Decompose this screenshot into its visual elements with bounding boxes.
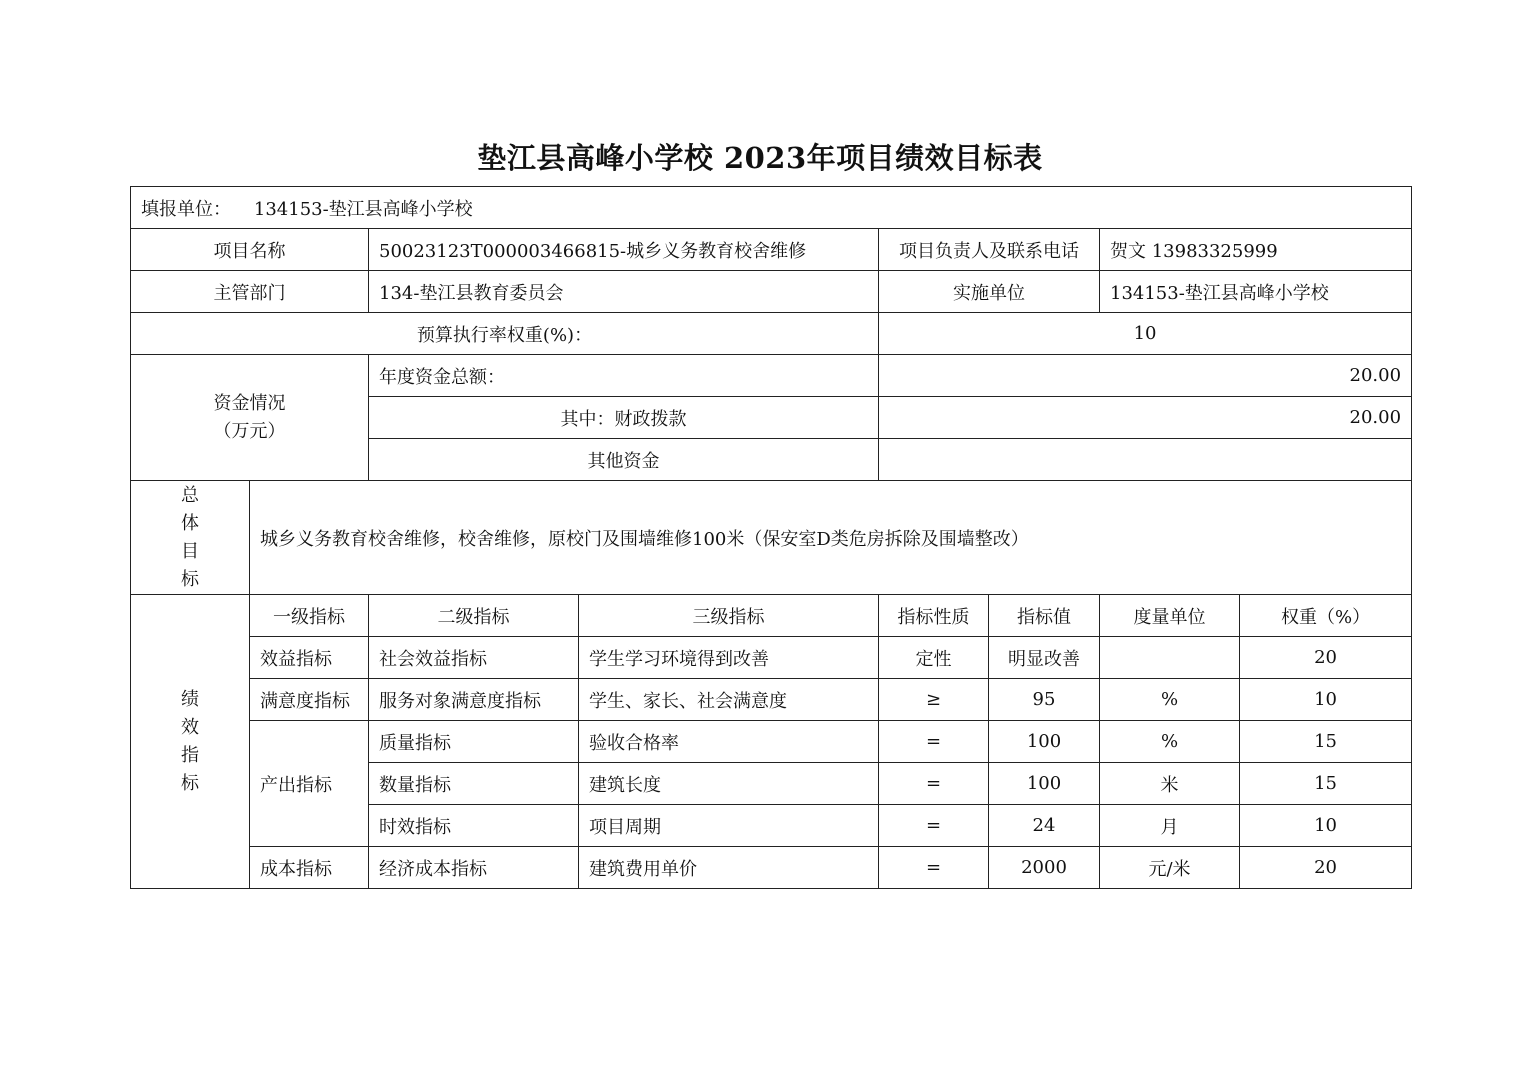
funds-label-line2: （万元） — [213, 420, 286, 442]
project-name-label: 项目名称 — [131, 229, 369, 271]
level2-cell: 社会效益指标 — [369, 637, 579, 679]
funds-fiscal-label: 其中：财政拨款 — [369, 397, 879, 439]
header-value: 指标值 — [989, 595, 1100, 637]
funds-label — [131, 355, 369, 481]
owner-label: 项目负责人及联系电话 — [879, 229, 1100, 271]
level3-cell: 验收合格率 — [579, 721, 879, 763]
weight-cell: 15 — [1240, 721, 1412, 763]
project-name-value: 50023123T000003466815-城乡义务教育校舍维修 — [369, 229, 879, 271]
nature-cell: ≥ — [879, 679, 989, 721]
value-cell: 100 — [989, 721, 1100, 763]
indicators-label-char: 效 — [181, 716, 199, 738]
unit-cell: 月 — [1100, 805, 1240, 847]
weight-cell: 20 — [1240, 847, 1412, 889]
weight-cell: 10 — [1240, 805, 1412, 847]
weight-cell: 10 — [1240, 679, 1412, 721]
table-row — [131, 679, 1412, 721]
row-funds-total — [131, 355, 1412, 397]
nature-cell: 定性 — [879, 637, 989, 679]
unit-cell: 元/米 — [1100, 847, 1240, 889]
budget-weight-value: 10 — [879, 313, 1412, 355]
nature-cell: = — [879, 763, 989, 805]
level3-cell: 建筑长度 — [579, 763, 879, 805]
funds-fiscal-value: 20.00 — [879, 397, 1412, 439]
table-row — [131, 847, 1412, 889]
goal-label-char: 目 — [181, 540, 199, 562]
level1-cell: 效益指标 — [250, 637, 369, 679]
level3-cell: 学生、家长、社会满意度 — [579, 679, 879, 721]
funds-other-value — [879, 439, 1412, 481]
funds-total-label: 年度资金总额： — [369, 355, 879, 397]
funds-total-value: 20.00 — [879, 355, 1412, 397]
indicators-label — [131, 595, 250, 889]
value-cell: 100 — [989, 763, 1100, 805]
value-cell: 2000 — [989, 847, 1100, 889]
fill-unit-label: 填报单位： — [141, 198, 231, 220]
row-indicator-headers — [131, 595, 1412, 637]
level3-cell: 建筑费用单价 — [579, 847, 879, 889]
weight-cell: 20 — [1240, 637, 1412, 679]
row-dept — [131, 271, 1412, 313]
unit-cell: 米 — [1100, 763, 1240, 805]
indicators-label-char: 绩 — [181, 688, 199, 710]
page-title: 垫江县高峰小学校 2023年项目绩效目标表 — [477, 141, 1043, 175]
performance-target-table — [130, 186, 1412, 889]
level3-cell: 学生学习环境得到改善 — [579, 637, 879, 679]
header-level3: 三级指标 — [579, 595, 879, 637]
level3-cell: 项目周期 — [579, 805, 879, 847]
unit-cell: % — [1100, 721, 1240, 763]
nature-cell: = — [879, 721, 989, 763]
owner-value: 贺文 13983325999 — [1100, 229, 1412, 271]
value-cell: 24 — [989, 805, 1100, 847]
row-project-name — [131, 229, 1412, 271]
level1-cell: 成本指标 — [250, 847, 369, 889]
goal-text: 城乡义务教育校舍维修，校舍维修，原校门及围墙维修100米（保安室D类危房拆除及围墙整改） — [250, 481, 1412, 595]
fill-unit-cell — [131, 187, 1412, 229]
level2-cell: 服务对象满意度指标 — [369, 679, 579, 721]
level2-cell: 数量指标 — [369, 763, 579, 805]
goal-label-char: 总 — [181, 484, 199, 506]
level2-cell: 时效指标 — [369, 805, 579, 847]
funds-other-label: 其他资金 — [369, 439, 879, 481]
goal-label-char: 体 — [181, 512, 199, 534]
unit-cell — [1100, 637, 1240, 679]
header-nature: 指标性质 — [879, 595, 989, 637]
level2-cell: 经济成本指标 — [369, 847, 579, 889]
header-level2: 二级指标 — [369, 595, 579, 637]
table-row — [131, 721, 1412, 763]
fill-unit-value: 134153-垫江县高峰小学校 — [253, 198, 473, 220]
dept-label: 主管部门 — [131, 271, 369, 313]
header-weight: 权重（%） — [1240, 595, 1412, 637]
nature-cell: = — [879, 847, 989, 889]
level1-cell: 产出指标 — [250, 721, 369, 847]
indicators-label-char: 标 — [181, 772, 199, 794]
value-cell: 明显改善 — [989, 637, 1100, 679]
nature-cell: = — [879, 805, 989, 847]
value-cell: 95 — [989, 679, 1100, 721]
weight-cell: 15 — [1240, 763, 1412, 805]
funds-label-line1: 资金情况 — [213, 392, 286, 414]
goal-label — [131, 481, 250, 595]
header-level1: 一级指标 — [250, 595, 369, 637]
level2-cell: 质量指标 — [369, 721, 579, 763]
unit-cell: % — [1100, 679, 1240, 721]
row-budget-weight — [131, 313, 1412, 355]
row-fill-unit — [131, 187, 1412, 229]
row-overall-goal — [131, 481, 1412, 595]
indicators-label-char: 指 — [181, 744, 199, 766]
level1-cell: 满意度指标 — [250, 679, 369, 721]
budget-weight-label: 预算执行率权重(%)： — [131, 313, 879, 355]
impl-label: 实施单位 — [879, 271, 1100, 313]
goal-label-char: 标 — [181, 568, 199, 590]
impl-value: 134153-垫江县高峰小学校 — [1100, 271, 1412, 313]
table-row — [131, 637, 1412, 679]
dept-value: 134-垫江县教育委员会 — [369, 271, 879, 313]
header-unit: 度量单位 — [1100, 595, 1240, 637]
